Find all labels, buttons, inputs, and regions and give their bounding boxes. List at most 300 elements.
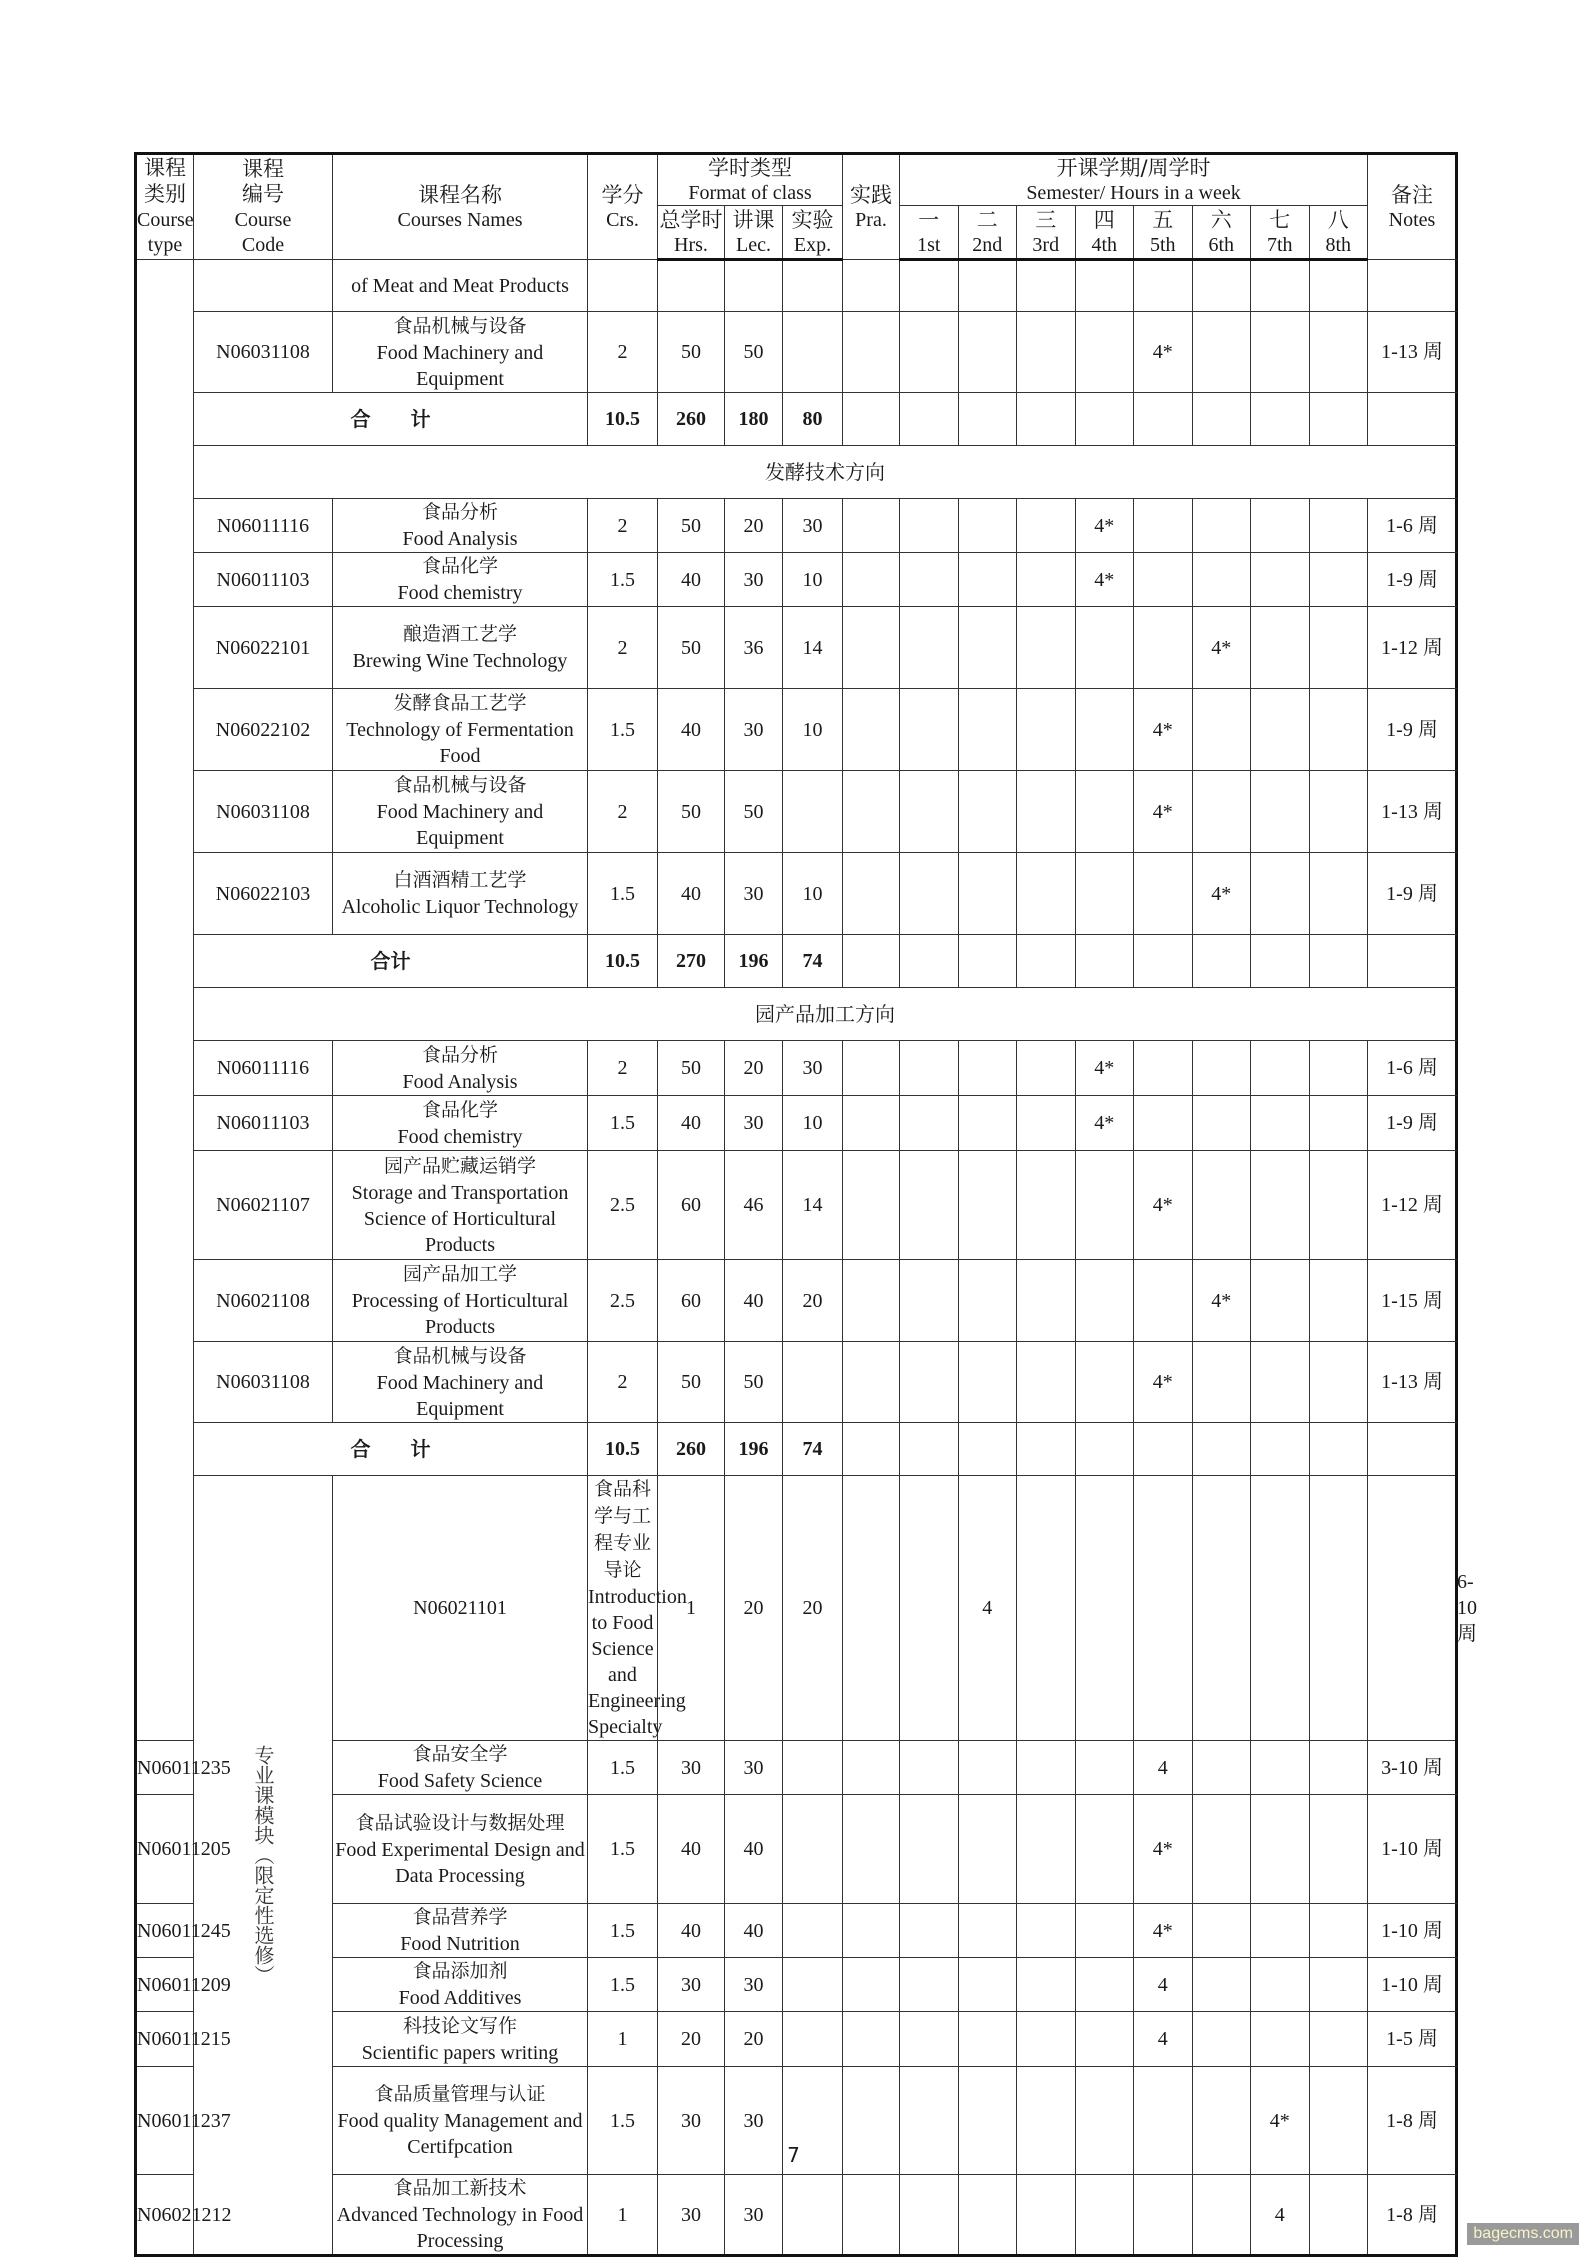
course-name-en: Food Machinery and Equipment — [376, 801, 544, 849]
course-sem-4 — [1075, 689, 1134, 771]
header-name-cn: 课程名称 — [418, 182, 502, 207]
course-sem-3 — [1017, 312, 1076, 393]
course-lec: 40 — [725, 1260, 783, 1342]
course-pra — [843, 1958, 900, 2012]
course-notes: 1-9 周 — [1368, 553, 1457, 607]
header-credits-cn: 学分 — [601, 182, 644, 207]
course-pra — [843, 1904, 900, 1958]
course-sem-8 — [1309, 1151, 1368, 1260]
course-sem-4 — [1075, 1904, 1134, 1958]
course-crs: 2 — [588, 312, 658, 393]
course-sem-4 — [1075, 853, 1134, 935]
total-label: 合 计 — [194, 1423, 588, 1476]
course-sem-1 — [900, 499, 959, 553]
total-empty — [843, 1423, 900, 1476]
course-sem-2 — [958, 2175, 1017, 2256]
total-hrs: 260 — [658, 1423, 725, 1476]
total-exp: 74 — [783, 1423, 843, 1476]
col-header-sem-8 — [1309, 206, 1368, 260]
table-row-course — [136, 1904, 1457, 1958]
course-crs: 2 — [588, 771, 658, 853]
course-sem-6 — [1192, 2012, 1251, 2067]
course-hrs: 50 — [658, 1041, 725, 1096]
course-name-cell — [333, 1151, 588, 1260]
course-name-en: Food chemistry — [397, 1125, 523, 1148]
course-sem-1 — [900, 260, 959, 312]
course-sem-8 — [1309, 853, 1368, 935]
total-empty — [843, 935, 900, 988]
course-sem-7 — [1251, 1096, 1310, 1151]
header-type-en: Course type — [137, 209, 194, 256]
course-crs: 2 — [588, 1041, 658, 1096]
col-header-course-name — [333, 154, 588, 260]
course-sem-3 — [1017, 1041, 1076, 1096]
course-name-en: Technology of Fermentation Food — [346, 719, 574, 767]
course-name-cn: 食品质量管理与认证 — [374, 2083, 546, 2105]
header-code-en: Course Code — [234, 208, 292, 256]
course-sem-5 — [1134, 607, 1193, 689]
total-empty — [1309, 935, 1368, 988]
course-crs — [588, 260, 658, 312]
course-lec: 50 — [725, 312, 783, 393]
total-empty — [1017, 1423, 1076, 1476]
course-lec: 30 — [725, 2067, 783, 2175]
course-notes: 1-8 周 — [1368, 2067, 1457, 2175]
course-sem-2 — [958, 1260, 1017, 1342]
total-empty — [1368, 1423, 1457, 1476]
col-header-sem-4 — [1075, 206, 1134, 260]
total-empty — [1309, 1423, 1368, 1476]
course-lec: 40 — [725, 1795, 783, 1904]
course-hrs: 50 — [658, 771, 725, 853]
table-row-course — [136, 312, 1457, 393]
course-notes: 1-13 周 — [1368, 1342, 1457, 1423]
course-pra — [843, 1041, 900, 1096]
table-row-course — [136, 607, 1457, 689]
course-sem-7 — [1251, 1904, 1310, 1958]
course-name-en: Food Machinery and Equipment — [376, 341, 544, 390]
course-crs: 1 — [658, 1476, 725, 1741]
course-code: N06011103 — [194, 1096, 333, 1151]
course-sem-4 — [1075, 2175, 1134, 2256]
header-lec-en: Lec. — [736, 233, 771, 256]
col-header-semester — [900, 154, 1368, 206]
course-sem-7 — [1251, 1151, 1310, 1260]
table-row-course — [136, 499, 1457, 553]
total-empty — [1134, 1423, 1193, 1476]
course-sem-3 — [1017, 1795, 1076, 1904]
course-sem-2 — [958, 2012, 1017, 2067]
course-hrs: 40 — [658, 689, 725, 771]
course-crs: 2 — [588, 1342, 658, 1423]
course-exp: 20 — [783, 1260, 843, 1342]
course-sem-1 — [900, 1041, 959, 1096]
course-name-en: Food Machinery and Equipment — [376, 1371, 544, 1420]
course-sem-2 — [958, 553, 1017, 607]
course-sem-1 — [900, 1151, 959, 1260]
course-lec: 30 — [725, 553, 783, 607]
course-sem-3 — [1017, 499, 1076, 553]
course-sem-2 — [958, 499, 1017, 553]
course-sem-8 — [1309, 499, 1368, 553]
course-exp — [783, 1958, 843, 2012]
course-name-cn: 食品科学与工程专业导论 — [593, 1478, 651, 1581]
header-hrs-en: Hrs. — [674, 233, 708, 256]
course-hrs: 50 — [658, 1342, 725, 1423]
course-pra — [843, 499, 900, 553]
course-sem-5: 4* — [1134, 1342, 1193, 1423]
course-sem-7 — [1251, 312, 1310, 393]
course-name-cn: 食品添加剂 — [412, 1960, 508, 1982]
course-hrs: 50 — [658, 499, 725, 553]
course-name-en: Advanced Technology in Food Processing — [336, 2204, 584, 2252]
total-empty — [1251, 393, 1310, 446]
course-lec: 30 — [725, 853, 783, 935]
total-empty — [1368, 935, 1457, 988]
course-lec: 50 — [725, 1342, 783, 1423]
sem-cn: 一 — [918, 207, 940, 232]
header-lec-cn: 讲课 — [732, 207, 775, 232]
course-crs: 1.5 — [588, 2067, 658, 2175]
col-header-course-type — [136, 154, 194, 260]
col-header-format — [658, 154, 843, 206]
course-sem-3 — [1017, 2175, 1076, 2256]
course-sem-5 — [1134, 1260, 1193, 1342]
course-exp — [783, 1741, 843, 1795]
course-sem-8 — [1309, 1795, 1368, 1904]
header-type-cn: 课程类别 — [144, 156, 186, 206]
course-sem-6: 4* — [1192, 607, 1251, 689]
course-exp — [783, 260, 843, 312]
course-sem-1 — [900, 1904, 959, 1958]
total-empty — [958, 935, 1017, 988]
col-header-sem-1 — [900, 206, 959, 260]
sem-en: 2nd — [972, 233, 1003, 256]
course-lec: 20 — [725, 2012, 783, 2067]
total-empty — [1192, 393, 1251, 446]
sem-en: 1st — [917, 233, 941, 256]
course-notes: 1-9 周 — [1368, 1096, 1457, 1151]
header-code-cn: 课程编号 — [242, 156, 284, 206]
course-name-cell — [333, 853, 588, 935]
course-sem-2 — [958, 1151, 1017, 1260]
course-sem-6 — [1192, 689, 1251, 771]
course-name-cn: 食品机械与设备 — [393, 314, 527, 337]
course-exp — [843, 1476, 900, 1741]
course-code: N06011245 — [136, 1904, 194, 1958]
table-row-direction — [136, 446, 1457, 499]
course-sem-6 — [1192, 553, 1251, 607]
course-pra — [843, 1151, 900, 1260]
course-notes: 1-10 周 — [1368, 1958, 1457, 2012]
total-empty — [1017, 393, 1076, 446]
course-name-en: Food Additives — [398, 1987, 522, 2009]
course-code: N06011235 — [136, 1741, 194, 1795]
course-sem-1 — [900, 1260, 959, 1342]
course-code: N06021108 — [194, 1260, 333, 1342]
course-crs: 1.5 — [588, 1795, 658, 1904]
course-sem-5: 4* — [1134, 771, 1193, 853]
sem-en: 3rd — [1032, 233, 1060, 256]
course-hrs: 40 — [658, 1904, 725, 1958]
course-sem-2 — [958, 312, 1017, 393]
course-pra — [843, 2012, 900, 2067]
course-sem-2 — [958, 1795, 1017, 1904]
col-header-course-code — [194, 154, 333, 260]
course-sem-5 — [1134, 1041, 1193, 1096]
course-notes — [1368, 260, 1457, 312]
table-body — [136, 260, 1478, 2256]
total-empty — [1017, 935, 1076, 988]
sem-cn: 六 — [1210, 207, 1232, 232]
total-lec: 180 — [725, 393, 783, 446]
total-empty — [958, 1423, 1017, 1476]
sem-en: 8th — [1325, 233, 1352, 256]
course-name-cell — [333, 1260, 588, 1342]
table-row-course — [136, 1958, 1457, 2012]
course-sem-8 — [1309, 1342, 1368, 1423]
col-header-hours — [658, 206, 725, 260]
course-sem-5 — [1192, 1476, 1251, 1741]
header-format-en: Format of class — [688, 181, 812, 204]
course-sem-3 — [1017, 260, 1076, 312]
course-sem-5 — [1134, 260, 1193, 312]
course-sem-6 — [1192, 499, 1251, 553]
header-name-en: Courses Names — [397, 208, 523, 231]
course-sem-6 — [1192, 2175, 1251, 2256]
course-sem-3 — [1017, 1260, 1076, 1342]
course-name-en: Scientific papers writing — [361, 2041, 559, 2064]
course-exp: 14 — [783, 607, 843, 689]
course-name-cell — [333, 771, 588, 853]
header-notes-cn: 备注 — [1391, 182, 1434, 207]
course-sem-1 — [900, 771, 959, 853]
course-name-en: Storage and Transportation Science of Horticultural Products — [351, 1181, 569, 1256]
course-code: N06021107 — [194, 1151, 333, 1260]
course-crs: 2.5 — [588, 1260, 658, 1342]
table-row-course — [136, 1096, 1457, 1151]
course-crs: 2 — [588, 607, 658, 689]
course-exp — [783, 312, 843, 393]
course-sem-7 — [1251, 689, 1310, 771]
course-sem-5 — [1134, 1096, 1193, 1151]
course-hrs: 50 — [658, 607, 725, 689]
course-exp: 10 — [783, 853, 843, 935]
course-sem-3 — [1017, 2012, 1076, 2067]
total-empty — [900, 393, 959, 446]
course-lec: 30 — [725, 1096, 783, 1151]
course-sem-1 — [900, 2012, 959, 2067]
total-exp: 74 — [783, 935, 843, 988]
course-sem-1 — [900, 607, 959, 689]
table-row-course — [136, 1151, 1457, 1260]
course-code: N06011205 — [136, 1795, 194, 1904]
course-sem-6 — [1192, 1096, 1251, 1151]
course-name-cn: 酿造酒工艺学 — [402, 623, 517, 645]
course-sem-7 — [1251, 1795, 1310, 1904]
course-code: N06011116 — [194, 499, 333, 553]
col-header-sem-3 — [1017, 206, 1076, 260]
course-sem-6 — [1192, 1041, 1251, 1096]
course-hrs: 30 — [658, 2067, 725, 2175]
header-notes-en: Notes — [1388, 208, 1436, 231]
sem-en: 6th — [1208, 233, 1235, 256]
course-pra — [843, 553, 900, 607]
table-row-course — [136, 2012, 1457, 2067]
header-hrs-cn: 总学时 — [659, 207, 723, 232]
header-pra-cn: 实践 — [850, 182, 892, 207]
course-notes: 1-13 周 — [1368, 771, 1457, 853]
course-sem-8 — [1309, 260, 1368, 312]
course-name-en: Food chemistry — [397, 582, 523, 604]
course-notes: 1-6 周 — [1368, 1041, 1457, 1096]
total-empty — [1075, 935, 1134, 988]
course-sem-2 — [958, 1096, 1017, 1151]
course-name-cn: 食品化学 — [421, 555, 498, 577]
course-name-cn: 食品化学 — [421, 1098, 498, 1121]
course-pra — [843, 1342, 900, 1423]
course-hrs: 40 — [658, 553, 725, 607]
table-row-total — [136, 393, 1457, 446]
total-empty — [1309, 393, 1368, 446]
course-crs: 1.5 — [588, 553, 658, 607]
course-crs: 2.5 — [588, 1151, 658, 1260]
direction-label: 园产品加工方向 — [194, 988, 1457, 1041]
course-name-en: Processing of Horticultural Products — [351, 1290, 569, 1338]
course-name-cell — [333, 260, 588, 312]
total-empty — [1368, 393, 1457, 446]
watermark: bagecms.com — [1467, 2223, 1579, 2245]
course-sem-8 — [1309, 771, 1368, 853]
course-pra — [843, 1260, 900, 1342]
course-lec: 30 — [725, 1741, 783, 1795]
sem-en: 7th — [1266, 233, 1293, 256]
course-sem-2 — [958, 607, 1017, 689]
course-sem-6 — [1192, 260, 1251, 312]
course-name-cn: 发酵食品工艺学 — [393, 692, 527, 714]
course-sem-8 — [1309, 2175, 1368, 2256]
course-code: N06022101 — [194, 607, 333, 689]
course-sem-6 — [1251, 1476, 1310, 1741]
course-notes: 1-15 周 — [1368, 1260, 1457, 1342]
course-sem-8 — [1309, 1958, 1368, 2012]
course-crs: 1 — [588, 2175, 658, 2256]
course-sem-6 — [1192, 1342, 1251, 1423]
course-code-cell — [194, 260, 333, 312]
course-name-cell — [333, 1795, 588, 1904]
course-sem-3 — [1017, 607, 1076, 689]
course-name-cn: 食品机械与设备 — [393, 774, 527, 796]
total-empty — [843, 393, 900, 446]
total-empty — [1075, 1423, 1134, 1476]
course-sem-3 — [1017, 1096, 1076, 1151]
course-sem-7: 4* — [1251, 2067, 1310, 2175]
col-header-practice — [843, 154, 900, 260]
course-lec: 36 — [725, 607, 783, 689]
course-name-en: of Meat and Meat Products — [351, 274, 569, 297]
col-header-sem-5 — [1134, 206, 1193, 260]
sem-cn: 三 — [1035, 207, 1057, 232]
course-type-module: 专业课模块（限定性选修） — [194, 1476, 333, 2256]
total-empty — [1251, 1423, 1310, 1476]
course-name-en: Food quality Management and Certifpcation — [337, 2110, 583, 2158]
table-row-course — [136, 689, 1457, 771]
course-hrs: 20 — [658, 2012, 725, 2067]
course-sem-1 — [900, 1741, 959, 1795]
course-name-cell — [333, 689, 588, 771]
course-notes: 1-12 周 — [1368, 607, 1457, 689]
course-sem-3 — [1017, 1151, 1076, 1260]
table-row-course — [136, 771, 1457, 853]
course-name-cell — [333, 2012, 588, 2067]
course-name-cn: 食品机械与设备 — [393, 1344, 527, 1367]
course-sem-3 — [1017, 771, 1076, 853]
total-hrs: 270 — [658, 935, 725, 988]
col-header-experiment — [783, 206, 843, 260]
course-notes: 1-5 周 — [1368, 2012, 1457, 2067]
course-notes: 1-10 周 — [1368, 1904, 1457, 1958]
course-pra — [843, 1741, 900, 1795]
header-exp-cn: 实验 — [791, 207, 834, 232]
course-name-cell — [333, 312, 588, 393]
course-exp — [783, 771, 843, 853]
course-sem-8 — [1309, 1041, 1368, 1096]
course-sem-3 — [1017, 553, 1076, 607]
course-hrs: 40 — [658, 1795, 725, 1904]
course-sem-1 — [900, 1958, 959, 2012]
course-name-en: Food Analysis — [402, 528, 518, 550]
course-name-cn: 食品营养学 — [412, 1906, 508, 1928]
table-row-course — [136, 1260, 1457, 1342]
course-name-cell — [333, 1096, 588, 1151]
course-sem-4 — [1075, 1958, 1134, 2012]
table-row-course — [136, 1795, 1457, 1904]
course-name-cn: 食品试验设计与数据处理 — [355, 1811, 565, 1834]
course-sem-1: 4 — [958, 1476, 1017, 1741]
course-sem-4 — [1075, 1260, 1134, 1342]
course-notes: 1-6 周 — [1368, 499, 1457, 553]
course-exp: 14 — [783, 1151, 843, 1260]
total-label: 合计 — [194, 935, 588, 988]
col-header-notes — [1368, 154, 1457, 260]
course-notes: 1-8 周 — [1368, 2175, 1457, 2256]
course-code: N06011209 — [136, 1958, 194, 2012]
course-lec: 20 — [783, 1476, 843, 1741]
course-sem-8 — [1309, 1096, 1368, 1151]
course-lec: 20 — [725, 1041, 783, 1096]
course-code: N06021101 — [333, 1476, 588, 1741]
course-sem-7 — [1251, 771, 1310, 853]
course-sem-7 — [1251, 553, 1310, 607]
course-exp — [783, 1795, 843, 1904]
course-sem-6 — [1192, 771, 1251, 853]
course-code: N06011215 — [136, 2012, 194, 2067]
course-notes: 1-12 周 — [1368, 1151, 1457, 1260]
course-sem-8 — [1309, 553, 1368, 607]
course-sem-8 — [1309, 1904, 1368, 1958]
course-pra — [843, 2175, 900, 2256]
course-code: N06031108 — [194, 312, 333, 393]
course-sem-2 — [958, 1041, 1017, 1096]
course-sem-2 — [1017, 1476, 1076, 1741]
course-code: N06022103 — [194, 853, 333, 935]
course-sem-6 — [1192, 1151, 1251, 1260]
course-sem-3 — [1017, 1342, 1076, 1423]
total-empty — [900, 935, 959, 988]
course-sem-8 — [1309, 1741, 1368, 1795]
course-name-en: Food Analysis — [402, 1070, 518, 1093]
course-name-cn: 园产品贮藏运销学 — [383, 1154, 536, 1177]
